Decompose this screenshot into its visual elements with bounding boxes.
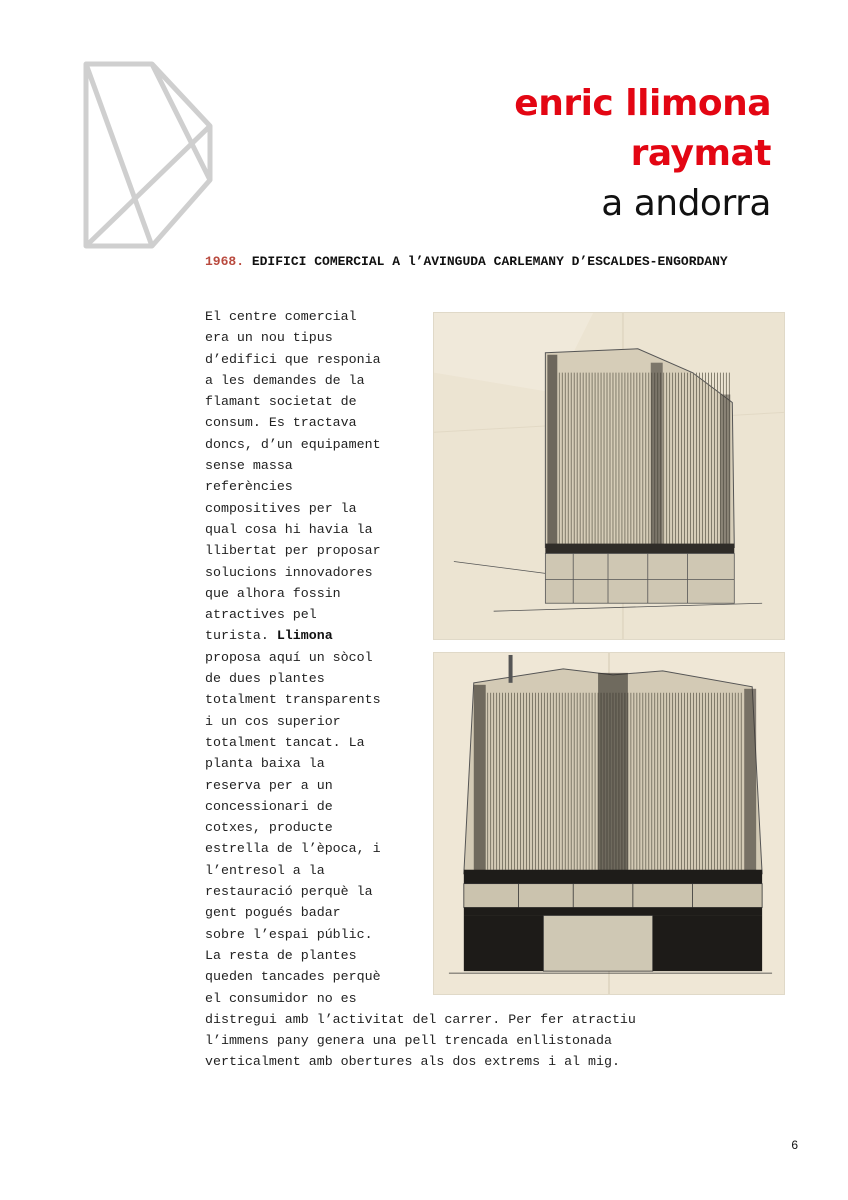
body-line: reserva per a un — [205, 777, 333, 793]
page-number: 6 — [791, 1138, 798, 1152]
body-line: restauració perquè la — [205, 884, 373, 900]
body-line: llibertat per proposar — [205, 543, 381, 559]
body-line: consum. Es tractava — [205, 415, 357, 431]
body-line: cotxes, producte — [205, 820, 333, 836]
body-line: d’edifici que responia — [205, 351, 381, 367]
body-line: solucions innovadores — [205, 564, 373, 580]
building-perspective-drawing — [433, 312, 785, 640]
body-line: La resta de plantes — [205, 947, 357, 963]
body-line: sense massa — [205, 458, 293, 474]
architect-name: Llimona — [276, 628, 333, 644]
section-heading — [205, 252, 775, 272]
body-line: verticalment amb obertures als dos extrems i al mig. — [205, 1054, 620, 1070]
logo-mark-icon — [82, 60, 214, 250]
body-line-text: turista. — [205, 628, 277, 644]
body-line: i un cos superior — [205, 713, 341, 729]
body-line: l’entresol a la — [205, 862, 325, 878]
body-line: totalment tancat. La — [205, 734, 365, 750]
body-line: era un nou tipus — [205, 330, 333, 346]
body-line: de dues plantes — [205, 671, 325, 687]
body-line: El centre comercial — [205, 309, 357, 324]
body-line: compositives per la — [205, 500, 357, 516]
body-line: distregui amb l’activitat del carrer. Per fer atractiu — [205, 1011, 636, 1027]
body-line: proposa aquí un sòcol — [205, 649, 373, 665]
body-line: atractives pel — [205, 607, 317, 623]
body-line: sobre l’espai públic. — [205, 926, 373, 942]
body-line: estrella de l’època, i — [205, 841, 381, 857]
heading-year: 1968. — [205, 254, 245, 269]
title-line-2: raymat — [630, 133, 771, 174]
body-line: gent pogués badar — [205, 905, 341, 921]
body-line: a les demandes de la — [205, 372, 365, 388]
title-line-3: a andorra — [601, 183, 771, 224]
body-line: referències — [205, 479, 293, 495]
body-line: concessionari de — [205, 798, 333, 814]
body-line: que alhora fossin — [205, 585, 341, 601]
building-elevation-drawing — [433, 652, 785, 995]
heading-text: EDIFICI COMERCIAL A l’AVINGUDA CARLEMANY D’ESCALDES-ENGORDANY — [244, 254, 728, 269]
title-line-1: enric llimona — [514, 83, 771, 124]
brand-title — [514, 83, 771, 224]
body-line: doncs, d’un equipament — [205, 436, 381, 452]
body-line: l’immens pany genera una pell trencada enllistonada — [205, 1033, 612, 1049]
body-line: planta baixa la — [205, 756, 325, 772]
body-line: totalment transparents — [205, 692, 381, 708]
body-line: el consumidor no es — [205, 990, 357, 1006]
body-line: queden tancades perquè — [205, 969, 381, 985]
body-line: qual cosa hi havia la — [205, 521, 373, 537]
body-line: flamant societat de — [205, 394, 357, 410]
